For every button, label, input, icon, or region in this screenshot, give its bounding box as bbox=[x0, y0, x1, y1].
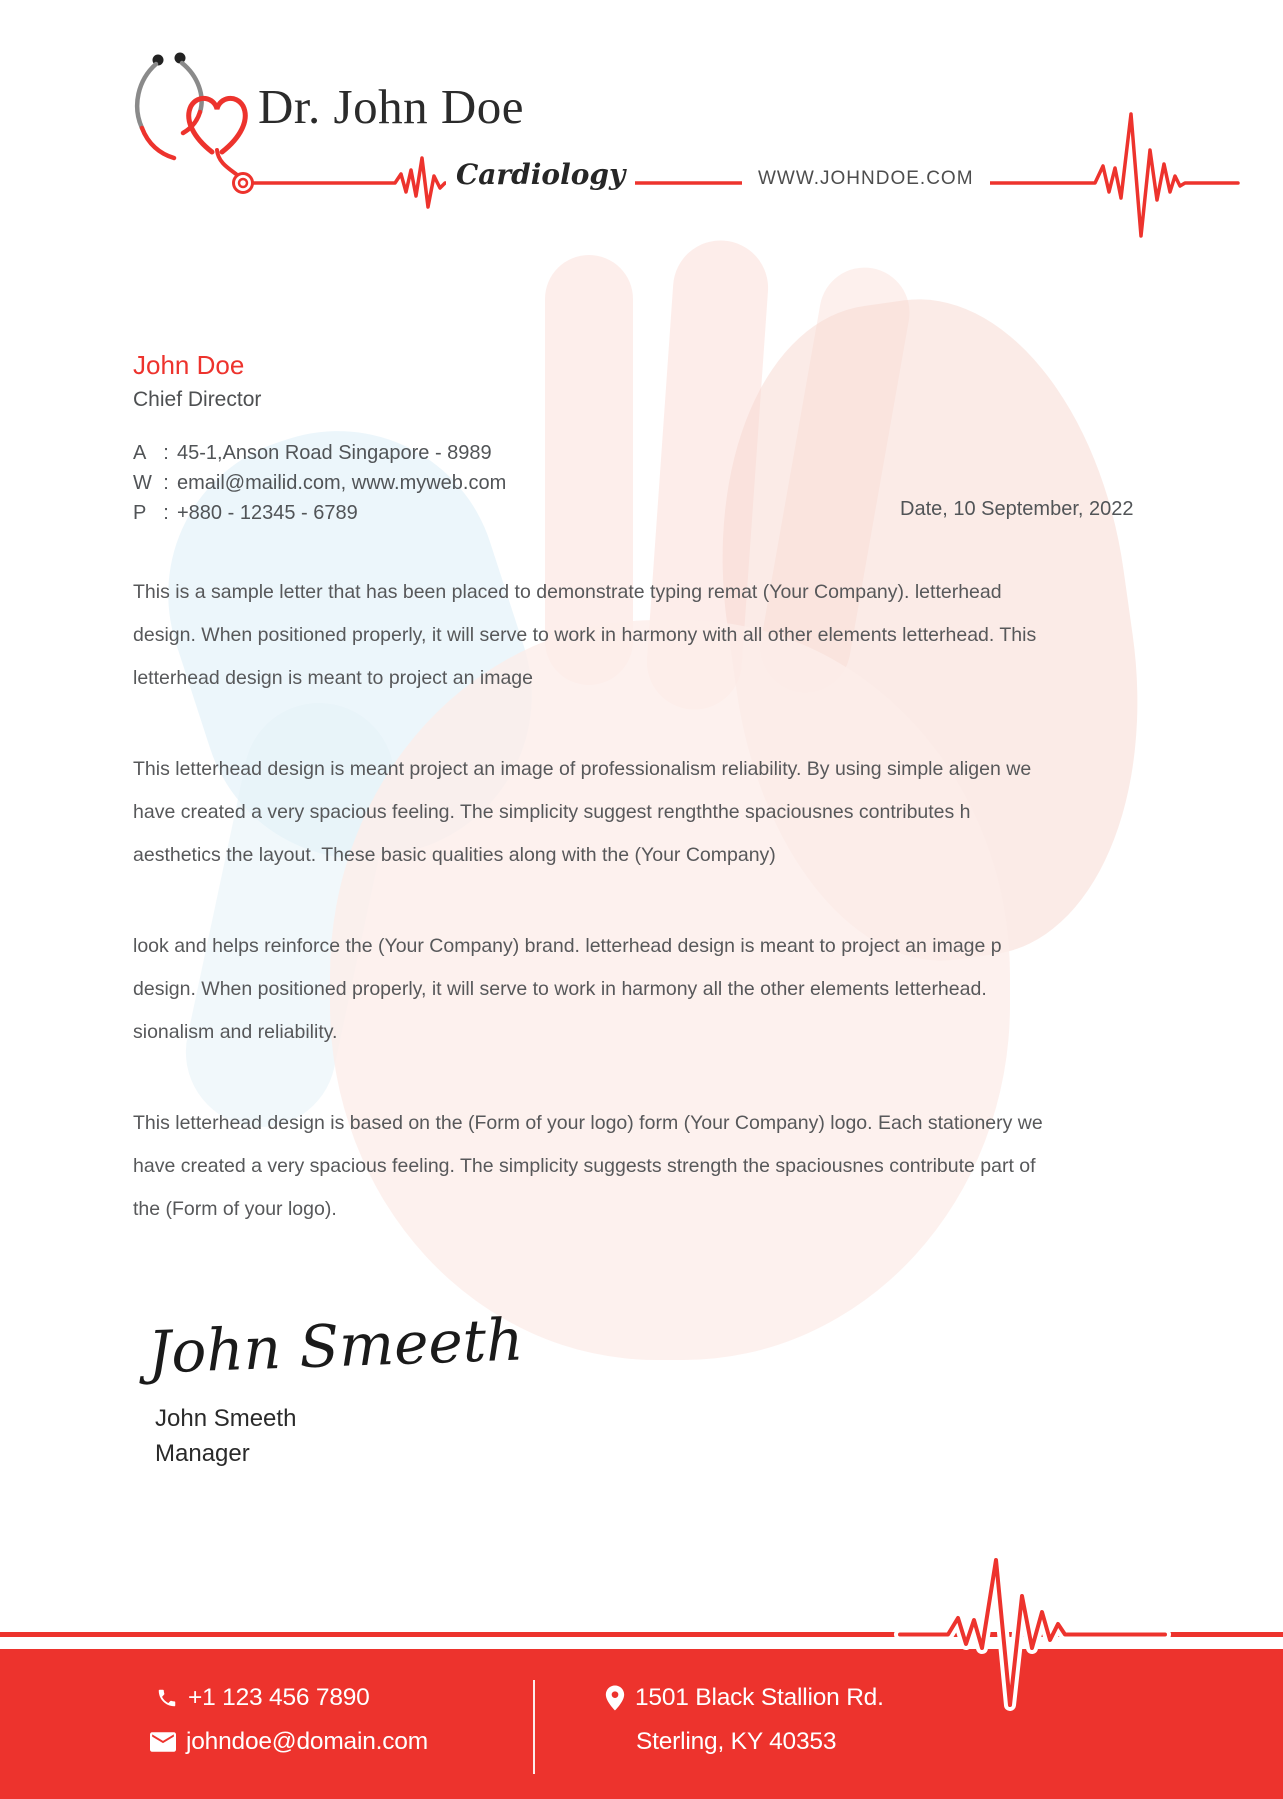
website-label: WWW.JOHNDOE.COM bbox=[742, 168, 990, 190]
footer-email-text: johndoe@domain.com bbox=[186, 1728, 428, 1755]
letter-date: Date, 10 September, 2022 bbox=[900, 498, 1134, 520]
header-rule-ekg-pulse-icon bbox=[233, 108, 1243, 248]
sender-name: John Doe bbox=[133, 350, 245, 380]
footer-band-ekg-pulse-icon bbox=[0, 1552, 1283, 1799]
email-icon bbox=[150, 1732, 176, 1752]
location-pin-icon bbox=[605, 1685, 625, 1711]
signer-name: John Smeeth bbox=[155, 1405, 297, 1432]
sender-job-title: Chief Director bbox=[133, 388, 262, 411]
paragraph: This letterhead design is based on the (Form of your logo) form (Your Company) logo. Each stationery we have created a very spacious feeling. The simplicity suggests strength the spaciousnes contribute part of the (Form of your logo). bbox=[133, 1112, 1043, 1220]
footer-address-line1 bbox=[605, 1684, 884, 1712]
specialty-label: Cardiology bbox=[446, 158, 635, 191]
footer-divider bbox=[533, 1680, 535, 1774]
phone-label: P bbox=[133, 501, 147, 524]
footer-email bbox=[150, 1728, 428, 1756]
web-value: email@mailid.com, www.myweb.com bbox=[177, 471, 507, 494]
separator: : bbox=[163, 501, 169, 524]
address-label: A bbox=[133, 441, 147, 464]
phone-icon bbox=[156, 1687, 178, 1709]
web-label: W bbox=[133, 471, 152, 494]
paragraph: look and helps reinforce the (Your Company) brand. letterhead design is meant to project an image p design. When positioned properly, it will serve to work in harmony all the other elements letterhead. sionalism and reliability. bbox=[133, 935, 1002, 1043]
address-value: 45-1,Anson Road Singapore - 8989 bbox=[177, 441, 492, 464]
signer-role: Manager bbox=[155, 1440, 250, 1467]
paragraph: This letterhead design is meant project an image of professionalism reliability. By using simple aligen we have created a very spacious feeling. The simplicity suggest rengththe spaciousnes contributes h aesthetics the layout. These basic qualities along with the (Your Company) bbox=[133, 758, 1032, 866]
letter-body bbox=[133, 571, 1048, 1279]
doctor-name-title: Dr. John Doe bbox=[258, 79, 524, 134]
signature-script: John Smeeth bbox=[146, 1305, 525, 1387]
separator: : bbox=[163, 441, 169, 464]
footer-address1-text: 1501 Black Stallion Rd. bbox=[635, 1684, 884, 1711]
sender-phone-line bbox=[133, 498, 506, 528]
paragraph: This is a sample letter that has been placed to demonstrate typing remat (Your Company). letterhead design. When positioned properly, it will serve to work in harmony with all other elements letterhead. This letterhead design is meant to project an image bbox=[133, 581, 1037, 689]
sender-address-line bbox=[133, 438, 506, 468]
sender-contact-block bbox=[133, 438, 506, 528]
footer-address-line2 bbox=[636, 1728, 836, 1756]
sender-web-line bbox=[133, 468, 506, 498]
footer-phone-text: +1 123 456 7890 bbox=[188, 1684, 370, 1711]
footer-phone bbox=[156, 1684, 370, 1712]
separator: : bbox=[163, 471, 169, 494]
phone-value: +880 - 12345 - 6789 bbox=[177, 501, 358, 524]
footer-address2-text: Sterling, KY 40353 bbox=[636, 1728, 837, 1755]
